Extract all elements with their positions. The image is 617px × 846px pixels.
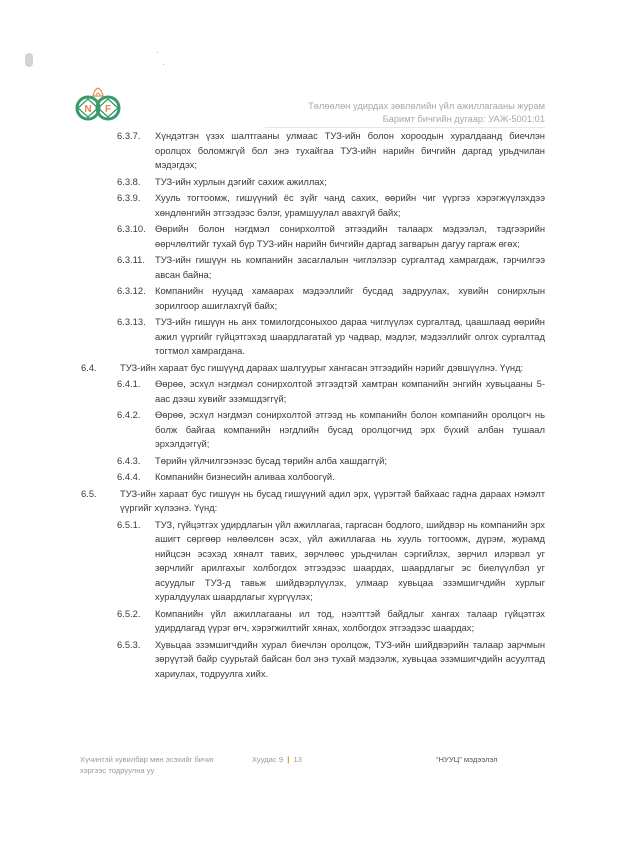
page-separator: | (287, 755, 290, 764)
subsection-item (0, 454, 617, 469)
item-text: ТУЗ-ийн хараат бус гишүүн нь бусад гишүүний адил эрх, үүрэгтэй байхаас гадна дараах нэмэлт үүргийг хүлээнэ. Үүнд: (120, 487, 545, 513)
page-total: 13 (293, 755, 302, 764)
item-number: 6.5.1. (117, 518, 141, 530)
document-body (0, 129, 617, 681)
page-current: 9 (278, 755, 284, 764)
item-number: 6.4. (81, 361, 97, 373)
item-text: Өөрөө, эсхүл нэгдмэл сонирхолтой этгээд нь компанийн болон компанийн оролцогч нь болж байгаа компанийн нэгдлийн бусад оролцогчид эрх бүхий албан тушаал эрхэлдэггүй; (155, 409, 545, 449)
section-item (0, 361, 617, 376)
item-number: 6.3.8. (117, 175, 141, 187)
header-divider (265, 127, 545, 128)
item-number: 6.4.1. (117, 378, 141, 389)
item-text: ТУЗ-ийн гишүүн нь анх томилогдсоныхоо дараа чиглүүлэх сургалтад, цаашлаад өөрийн ажил үүргийг гүйцэтгэхэд шаардлагатай ур чадвар, мэдлэг, мэдээллийг олгох сургалтад тогтмол хамрагдана. (155, 316, 545, 356)
page-label: Хуудас (252, 755, 277, 764)
validity-note: Хүчинтэй хувилбар мөн эсэхийг бичиг хэргээс тодруулна уу (80, 755, 215, 775)
subsection-item (0, 315, 617, 359)
scan-speck (163, 64, 164, 65)
page-number (252, 754, 302, 765)
subsection-item (0, 191, 617, 220)
item-number: 6.4.3. (117, 454, 141, 466)
subsection-item (0, 408, 617, 452)
subsection-item (0, 253, 617, 282)
subsection-item (0, 470, 617, 485)
subsection-item (0, 638, 617, 682)
item-number: 6.3.11. (117, 254, 145, 265)
scan-smudge (25, 53, 33, 67)
item-text: Өөрөө, эсхүл нэгдмэл сонирхолтой этгээдтэй хамтран компанийн энгийн хувьцааны 5-аас дээш хувийг эзэмшдэггүй; (155, 378, 545, 404)
item-number: 6.5.3. (117, 638, 141, 650)
section-item (0, 487, 617, 516)
document-title: Төлөөлөн удирдах зөвлөлийн үйл ажиллагааны журам (308, 101, 545, 111)
item-text: Хууль тогтоомж, гишүүний ёс зүйг чанд сахих, өөрийн чиг үүргээ хэрэгжүүлэхдээ хөндлөнгийн этгээдээс бэлэг, урамшуулал авахгүй байх; (155, 192, 545, 218)
item-number: 6.3.9. (117, 192, 141, 203)
item-text: Төрийн үйлчилгээнээс бусад төрийн алба хашдаггүй; (155, 454, 387, 466)
company-logo (72, 87, 124, 121)
subsection-item (0, 129, 617, 173)
subsection-item (0, 377, 617, 406)
scan-speck (157, 52, 158, 53)
item-number: 6.3.7. (117, 130, 141, 141)
item-text: ТУЗ-ийн гишүүн нь компанийн засаглалын чиглэлээр сургалтад хамрагдаж, гэрчилгээ авсан байна; (155, 254, 545, 280)
classification-label: “НУУЦ” мэдээлэл (436, 755, 498, 764)
logo-crown-icon (93, 88, 103, 96)
subsection-item (0, 284, 617, 313)
document-header (308, 100, 545, 126)
item-number: 6.5. (81, 487, 97, 499)
item-text: ТУЗ-ийн хараат бус гишүүнд дараах шалгуурыг хангасан этгээдийн нэрийг дэвшүүлнэ. Үүнд: (120, 361, 524, 373)
item-text: Компанийн үйл ажиллагааны ил тод, нээлттэй байдлыг хангах талаар гүйцэтгэх удирдлагад үүрэг өгч, хэрэгжилтийг хянах, холбогдох этгээдээс шаардах; (155, 607, 545, 633)
item-text: Хүндэтгэн үзэх шалтгааны улмаас ТУЗ-ийн болон хороодын хуралдаанд биечлэн оролцох боломжгүй бол энэ тухайгаа ТУЗ-ийн нарийн бичгийн даргад урьдчилан мэдэгдэх; (155, 130, 545, 170)
item-number: 6.3.10. (117, 223, 146, 234)
subsection-item (0, 175, 617, 190)
subsection-item (0, 518, 617, 605)
subsection-item (0, 222, 617, 251)
item-text: Компанийн бизнесийн аливаа холбоогүй. (155, 471, 335, 482)
item-text: ТУЗ-ийн хурлын дэгийг сахиж ажиллах; (155, 175, 327, 187)
subsection-item (0, 607, 617, 636)
item-text: Компанийн нууцад хамаарах мэдээллийг бусдад задруулах, хувийн сонирхлын зорилгоор ашиглахгүй байх; (155, 285, 545, 311)
item-number: 6.4.2. (117, 409, 141, 420)
svg-text:N: N (84, 104, 92, 115)
item-number: 6.3.12. (117, 285, 146, 296)
item-number: 6.4.4. (117, 471, 141, 482)
item-number: 6.5.2. (117, 607, 141, 619)
document-number: Баримт бичгийн дугаар: УАЖ-5001:01 (382, 114, 545, 124)
item-text: Хувьцаа эзэмшигчдийн хурал биечлэн оролцож, ТУЗ-ийн шийдвэрийн талаар зарчмын зөрүүтэй байр суурьтай байсан бол энэ тухай мэдээлж, хувьцаа эзэмшигчдийн асуултад хариулах, тодруулга хийх. (155, 638, 545, 679)
item-number: 6.3.13. (117, 316, 146, 327)
svg-text:F: F (104, 104, 112, 115)
item-text: ТУЗ, гүйцэтгэх удирдлагын үйл ажиллагаа, гаргасан бодлого, шийдвэр нь компанийн эрх ашигт сөргөөр нөлөөлсөн эсэх, үйл ажиллагаа нь хууль тогтоомж, дүрэм, журамд нийцсэн эсэхэд хяналт тавих, зөрчлөөс урьдчилан сэргийлэх, зөрчил илэрвэл уг зөрчлийг арилгахыг холбогдох этгээдээс шаардах, шаардлагыг эс биелүүлбэл уг асуудлыг ТУЗ-д тавьж шийдвэрлүүлэх, улмаар хувьцаа эзэмшигчдийн хурлыг хуралдуулах шаардлагыг хүргүүлэх; (155, 518, 545, 602)
item-text: Өөрийн болон нэгдмэл сонирхолтой этгээдийн талаарх мэдээлэл, тэдгээрийн өөрчлөлтийг тухай бүр ТУЗ-ийн нарийн бичгийн даргад загварын дагуу гаргаж өгөх; (155, 223, 545, 249)
